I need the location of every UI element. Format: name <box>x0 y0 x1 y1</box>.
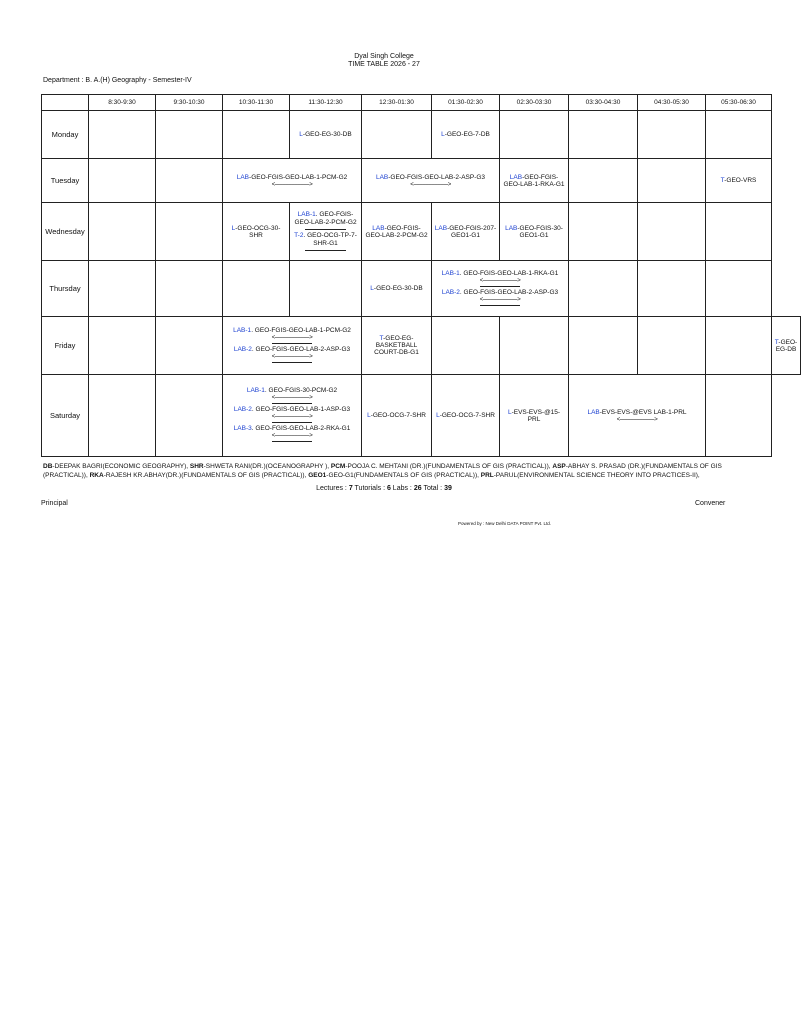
slot-header: 01:30-02:30 <box>432 95 500 111</box>
divider <box>305 250 345 251</box>
college-name: Dyal Singh College <box>354 53 414 60</box>
class-type: LAB <box>505 224 518 232</box>
tutorials-label: Tutorials : <box>352 485 387 492</box>
row-saturday <box>42 375 801 457</box>
day-label: Monday <box>42 111 89 159</box>
divider <box>272 362 312 363</box>
cell <box>290 261 362 317</box>
class-detail: . GEO-FGIS-30-PCM-G2 <box>264 387 338 394</box>
span-arrow: <-----------------------> <box>271 395 313 401</box>
legend-code: PCM <box>330 463 346 470</box>
row-monday <box>42 111 801 159</box>
legend-text: -SHWETA RANI(DR.)(OCEANOGRAPHY ), <box>203 463 330 470</box>
class-type: T-2 <box>294 231 304 239</box>
timetable-title: TIME TABLE 2026 - 27 <box>348 61 420 68</box>
class-detail: -GEO-OCG-7-SHR <box>439 412 495 419</box>
divider <box>305 229 345 230</box>
class-detail: . GEO-FGIS-GEO-LAB-2-ASP-G3 <box>459 288 559 296</box>
class-detail: -GEO-OCG-30-SHR <box>235 224 281 239</box>
class-cell[interactable] <box>290 203 362 261</box>
row-tuesday <box>42 159 801 203</box>
class-detail: -GEO-FGIS-207-GEO1-G1 <box>447 224 497 239</box>
class-type: LAB-1 <box>233 326 252 334</box>
class-detail: -GEO-EG-DB <box>775 338 798 353</box>
class-type: L <box>299 131 303 138</box>
divider <box>272 343 312 344</box>
header-row <box>42 95 801 111</box>
cell <box>432 317 500 375</box>
class-detail: . GEO-FGIS-GEO-LAB-1-PCM-G2 <box>251 326 351 334</box>
day-label: Tuesday <box>42 159 89 203</box>
slot-header: 05:30-06:30 <box>706 95 772 111</box>
day-label: Wednesday <box>42 203 89 261</box>
class-type: LAB <box>372 224 385 232</box>
slot-header: 11:30-12:30 <box>290 95 362 111</box>
cell <box>500 111 569 159</box>
timetable-grid <box>41 94 801 457</box>
cell <box>500 317 569 375</box>
span-arrow: <-----------------------> <box>479 296 521 303</box>
class-cell[interactable] <box>500 375 569 457</box>
class-cell[interactable] <box>432 111 500 159</box>
cell <box>638 203 706 261</box>
class-detail: -EVS-EVS-@15-PRL <box>511 408 561 423</box>
class-cell[interactable] <box>362 159 500 203</box>
span-arrow: <-----------------------> <box>271 433 313 439</box>
class-cell[interactable] <box>432 203 500 261</box>
row-wednesday <box>42 203 801 261</box>
labs-count: 26 <box>413 485 422 492</box>
cell <box>638 111 706 159</box>
class-type: LAB-2 <box>441 288 460 296</box>
class-detail: . GEO-FGIS-GEO-LAB-2-RKA-G1 <box>251 425 351 432</box>
class-detail: . GEO-FGIS-GEO-LAB-1-ASP-G3 <box>251 406 351 413</box>
span-arrow: <-----------------------> <box>271 181 313 188</box>
span-arrow: <-----------------------> <box>479 277 521 284</box>
divider <box>480 286 520 287</box>
divider <box>272 422 312 423</box>
cell <box>706 111 772 159</box>
class-type: L <box>367 412 371 419</box>
class-cell[interactable] <box>706 159 772 203</box>
cell <box>638 261 706 317</box>
span-arrow: <-----------------------> <box>271 334 313 341</box>
powered-by: Powered by : New Delhi DATA POINT Pvt. Ltd. <box>458 521 552 526</box>
cell <box>569 111 638 159</box>
cell <box>638 159 706 203</box>
class-detail: -GEO-EG-30-DB <box>373 285 423 292</box>
slot-header: 10:30-11:30 <box>223 95 290 111</box>
class-type: LAB-1 <box>297 210 316 218</box>
legend-code: SHR <box>189 463 204 470</box>
cell <box>89 375 156 457</box>
class-type: L <box>370 285 374 292</box>
class-cell[interactable] <box>500 159 569 203</box>
corner-cell <box>42 95 89 111</box>
legend-code: PRL <box>480 472 494 479</box>
cell <box>89 203 156 261</box>
class-detail: -EVS-EVS-@EVS LAB-1-PRL <box>599 408 687 416</box>
cell <box>89 261 156 317</box>
class-detail: -GEO-EG-BASKETBALL COURT-DB-G1 <box>374 335 419 356</box>
slot-header: 02:30-03:30 <box>500 95 569 111</box>
cell <box>156 375 223 457</box>
legend-text: -ABHAY S. PRASAD (DR.)(FUNDAMENTALS OF GIS (PRACTICAL)), <box>43 463 722 479</box>
class-type: LAB-2 <box>233 345 252 353</box>
class-detail: . GEO-FGIS-GEO-LAB-2-PCM-G2 <box>294 210 357 226</box>
tutorials-count: 6 <box>386 485 391 492</box>
class-type: LAB <box>509 173 523 181</box>
cell <box>156 317 223 375</box>
class-type: T <box>774 338 779 346</box>
class-type: LAB <box>587 408 600 416</box>
class-detail: . GEO-FGIS-GEO-LAB-2-ASP-G3 <box>251 345 351 353</box>
legend-text: -DEEPAK BAGRI(ECONOMIC GEOGRAPHY), <box>52 463 189 470</box>
cell <box>362 111 432 159</box>
department-label: Department : B. A.(H) Geography - Semester-IV <box>43 77 192 84</box>
class-detail: -GEO-FGIS-GEO-LAB-2-PCM-G2 <box>365 224 428 239</box>
class-type: LAB-2 <box>233 406 252 413</box>
legend-code: GEO1 <box>308 472 327 479</box>
class-cell[interactable] <box>362 375 432 457</box>
cell <box>156 111 223 159</box>
class-detail: -GEO-EG-30-DB <box>302 131 352 138</box>
class-type: LAB <box>375 173 389 181</box>
class-type: LAB <box>434 224 448 232</box>
legend-code: DB <box>43 463 53 470</box>
total-count: 39 <box>444 485 452 492</box>
class-cell[interactable] <box>223 203 290 261</box>
labs-label: Labs : <box>390 485 414 492</box>
slot-header: 04:30-05:30 <box>638 95 706 111</box>
class-type: LAB-1 <box>246 387 265 394</box>
class-type: L <box>507 408 512 416</box>
class-detail: -GEO-FGIS-GEO-LAB-1-RKA-G1 <box>503 173 565 188</box>
totals-line <box>0 485 768 492</box>
span-arrow: <-----------------------> <box>271 353 313 360</box>
class-detail: -GEO-OCG-7-SHR <box>370 412 426 419</box>
class-cell[interactable] <box>223 159 362 203</box>
slot-header: 03:30-04:30 <box>569 95 638 111</box>
lectures-count: 7 <box>348 485 353 492</box>
class-cell[interactable] <box>362 261 432 317</box>
day-label: Friday <box>42 317 89 375</box>
lectures-label: Lectures : <box>316 485 349 492</box>
cell <box>156 159 223 203</box>
class-cell[interactable] <box>432 261 569 317</box>
cell <box>89 317 156 375</box>
legend-text: -PARUL(ENVIRONMENTAL SCIENCE THEORY INTO PRACTICES-II), <box>493 472 700 479</box>
class-detail: . GEO-OCG-TP-7-SHR-G1 <box>303 231 357 247</box>
cell <box>569 317 638 375</box>
class-type: L <box>441 131 445 138</box>
divider <box>480 305 520 306</box>
legend-text: -GEO-G1(FUNDAMENTALS OF GIS (PRACTICAL)), <box>326 472 479 479</box>
slot-header: 8:30-9:30 <box>89 95 156 111</box>
class-type: L <box>231 224 236 232</box>
divider <box>272 403 312 404</box>
class-cell[interactable] <box>223 317 362 375</box>
principal-signature: Principal <box>41 500 68 507</box>
class-cell[interactable] <box>223 375 362 457</box>
class-cell[interactable] <box>500 203 569 261</box>
span-arrow: <-----------------------> <box>616 416 658 423</box>
cell <box>706 261 772 317</box>
day-label: Saturday <box>42 375 89 457</box>
cell <box>706 203 772 261</box>
cell <box>638 317 706 375</box>
cell <box>223 111 290 159</box>
legend-text: -POOJA C. MEHTANI (DR.)(FUNDAMENTALS OF GIS (PRACTICAL)), <box>345 463 551 470</box>
legend-code: ASP <box>552 463 566 470</box>
class-type: L <box>436 412 440 419</box>
class-detail: -GEO-FGIS-GEO-LAB-2-ASP-G3 <box>388 173 486 181</box>
cell <box>706 375 772 457</box>
convener-signature: Convener <box>695 500 726 507</box>
class-cell[interactable] <box>432 375 500 457</box>
row-friday <box>42 317 801 375</box>
cell <box>569 203 638 261</box>
class-type: LAB <box>236 173 250 181</box>
cell <box>89 111 156 159</box>
class-cell[interactable] <box>569 375 706 457</box>
class-detail: -GEO-FGIS-GEO-LAB-1-PCM-G2 <box>249 173 348 181</box>
class-detail: -GEO-FGIS-30-GEO1-G1 <box>517 224 563 239</box>
faculty-legend <box>43 462 733 480</box>
class-cell[interactable] <box>772 317 801 375</box>
cell <box>706 317 772 375</box>
class-cell[interactable] <box>362 317 432 375</box>
timetable-wrapper <box>41 94 798 459</box>
span-arrow: <-----------------------> <box>271 414 313 420</box>
total-label: Total : <box>421 485 445 492</box>
legend-code: RKA <box>89 472 104 479</box>
page-header <box>0 53 768 69</box>
day-label: Thursday <box>42 261 89 317</box>
cell <box>223 261 290 317</box>
class-detail: -GEO-EG-7-DB <box>444 131 490 138</box>
slot-header: 9:30-10:30 <box>156 95 223 111</box>
cell <box>156 261 223 317</box>
class-detail: . GEO-FGIS-GEO-LAB-1-RKA-G1 <box>459 269 559 277</box>
class-cell[interactable] <box>362 203 432 261</box>
divider <box>272 441 312 442</box>
cell <box>569 159 638 203</box>
legend-text: -RAJESH KR.ABHAY(DR.)(FUNDAMENTALS OF GIS (PRACTICAL)), <box>103 472 307 479</box>
row-thursday <box>42 261 801 317</box>
span-arrow: <-----------------------> <box>410 181 451 188</box>
class-type: T <box>379 335 384 342</box>
class-type: T <box>720 177 725 184</box>
class-detail: -GEO-VRS <box>724 177 757 184</box>
class-cell[interactable] <box>290 111 362 159</box>
class-type: LAB-1 <box>441 269 460 277</box>
class-type: LAB-3 <box>233 425 252 432</box>
cell <box>156 203 223 261</box>
cell <box>569 261 638 317</box>
slot-header: 12:30-01:30 <box>362 95 432 111</box>
cell <box>89 159 156 203</box>
